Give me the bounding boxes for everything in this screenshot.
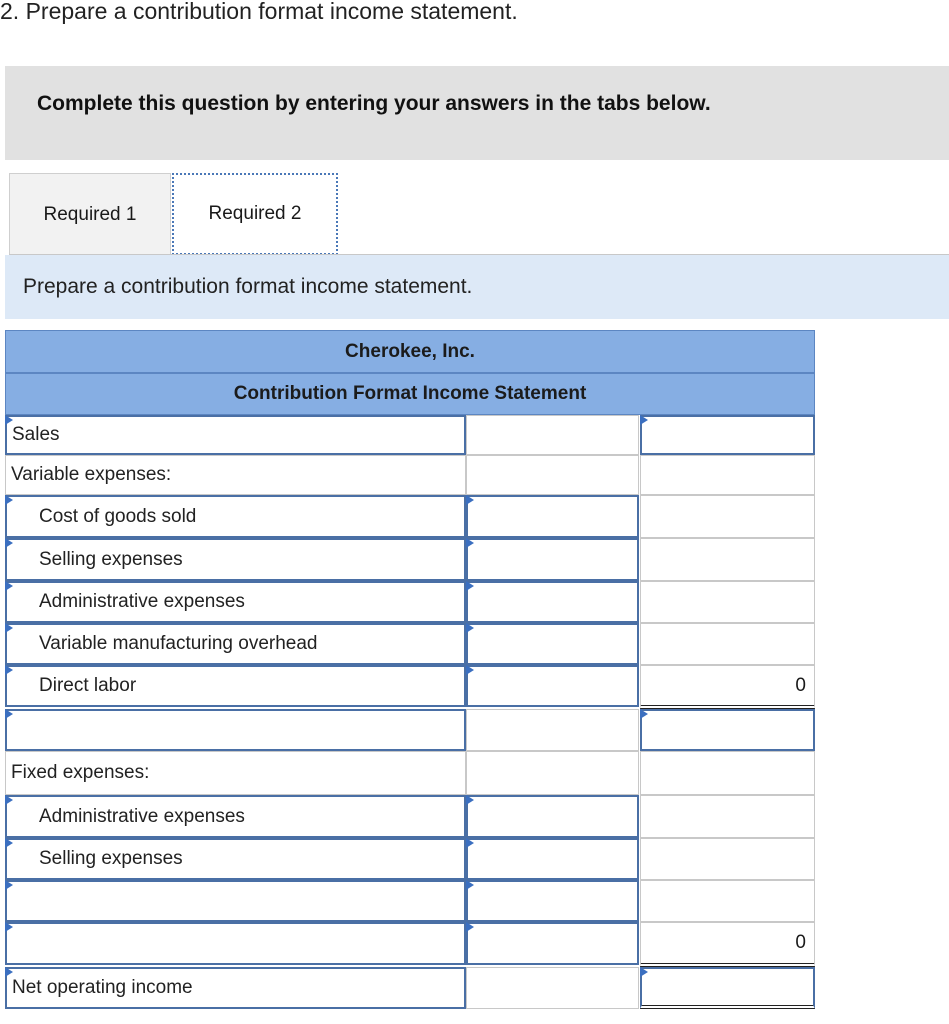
cogs-label: Cost of goods sold: [39, 505, 197, 527]
sales-mid-cell: [466, 415, 639, 455]
instruction-banner: [5, 66, 949, 160]
cogs-right-cell: [640, 495, 815, 538]
fixed-admin-amount-input[interactable]: [466, 795, 639, 838]
blank-label-select-3[interactable]: [5, 922, 466, 965]
admin-right-cell: [640, 581, 815, 623]
cogs-label-select[interactable]: [5, 495, 466, 538]
fixed-admin-label: Administrative expenses: [39, 805, 245, 827]
admin-label-select[interactable]: [5, 581, 466, 623]
sales-label: Sales: [12, 424, 60, 445]
net-income-amount-input[interactable]: [640, 967, 815, 1009]
fixed-expenses-header: [5, 751, 466, 795]
company-name-header: Cherokee, Inc.: [5, 330, 815, 373]
var-mfg-oh-right-cell: [640, 623, 815, 665]
fixed-admin-label-select[interactable]: [5, 795, 466, 838]
blank-mid-cell-1: [466, 709, 639, 751]
variable-header-mid-cell: [466, 455, 639, 495]
fixed-admin-right-cell: [640, 795, 815, 838]
direct-labor-label-select[interactable]: [5, 665, 466, 707]
fixed-selling-right-cell: [640, 838, 815, 880]
variable-header-right-cell: [640, 455, 815, 495]
selling-label-select[interactable]: [5, 538, 466, 581]
direct-labor-amount-input[interactable]: [466, 665, 639, 707]
selling-amount-input[interactable]: [466, 538, 639, 581]
var-mfg-oh-label: Variable manufacturing overhead: [39, 633, 318, 654]
variable-total-cell: [640, 665, 815, 709]
direct-labor-label: Direct labor: [39, 675, 137, 696]
tab-required-1[interactable]: Required 1: [9, 173, 171, 255]
net-income-label: Net operating income: [12, 977, 193, 998]
var-mfg-oh-label-select[interactable]: [5, 623, 466, 665]
blank-amount-input-2[interactable]: [466, 880, 639, 922]
variable-expenses-header: [5, 455, 466, 495]
variable-expenses-label: Variable expenses:: [11, 464, 172, 485]
subtitle-text: Prepare a contribution format income statement.: [23, 275, 473, 298]
fixed-selling-label: Selling expenses: [39, 848, 183, 869]
selling-right-cell: [640, 538, 815, 581]
fixed-total-cell: [640, 922, 815, 967]
blank-right-cell-2: [640, 880, 815, 922]
instruction-text: Complete this question by entering your answers in the tabs below.: [37, 92, 711, 115]
sales-amount-input[interactable]: [640, 415, 815, 455]
fixed-expenses-label: Fixed expenses:: [11, 762, 150, 783]
admin-label: Administrative expenses: [39, 591, 245, 612]
subtitle-bar: [5, 255, 949, 319]
cogs-amount-input[interactable]: [466, 495, 639, 538]
statement-title-header: Contribution Format Income Statement: [5, 373, 815, 415]
fixed-selling-label-select[interactable]: [5, 838, 466, 880]
blank-amount-input-3[interactable]: [466, 922, 639, 965]
sales-label-select[interactable]: [5, 415, 466, 455]
net-income-label-select[interactable]: [5, 967, 466, 1009]
blank-label-select-2[interactable]: [5, 880, 466, 922]
contribution-margin-input[interactable]: [640, 709, 815, 751]
admin-amount-input[interactable]: [466, 581, 639, 623]
tab-required-2[interactable]: Required 2: [172, 173, 338, 255]
fixed-selling-amount-input[interactable]: [466, 838, 639, 880]
variable-total-value: 0: [795, 674, 806, 696]
net-income-mid-cell: [466, 967, 639, 1009]
fixed-header-mid-cell: [466, 751, 639, 795]
var-mfg-oh-amount-input[interactable]: [466, 623, 639, 665]
blank-label-select-1[interactable]: [5, 709, 466, 751]
fixed-total-value: 0: [795, 932, 806, 953]
fixed-header-right-cell: [640, 751, 815, 795]
selling-label: Selling expenses: [39, 548, 183, 570]
question-title: 2. Prepare a contribution format income statement.: [0, 0, 518, 24]
